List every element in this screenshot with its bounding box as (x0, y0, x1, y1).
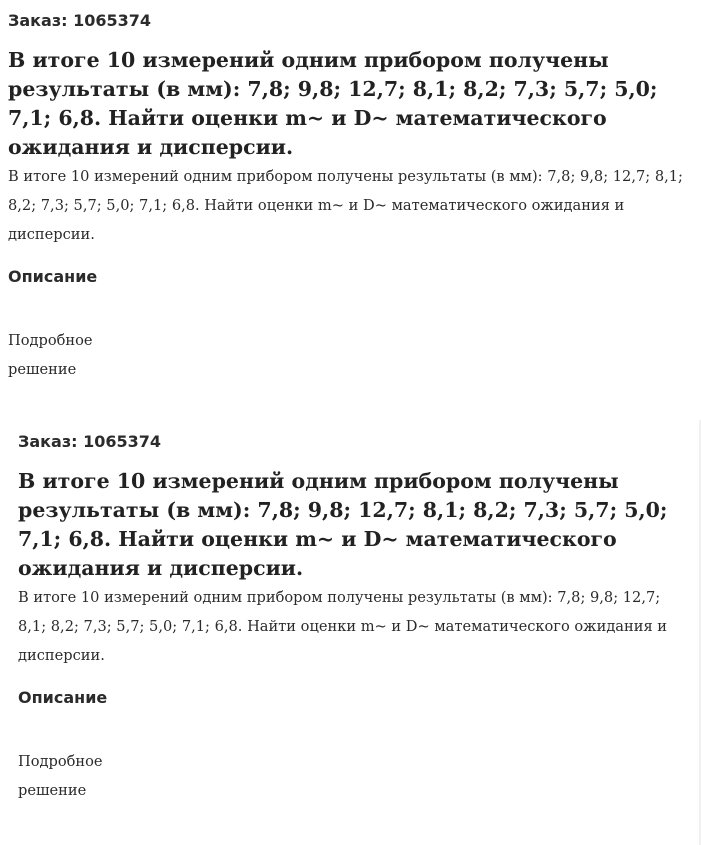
detailed-solution-text: Подробное решение (18, 753, 103, 799)
order-number: Заказ: 1065374 (8, 11, 152, 30)
problem-text: В итоге 10 измерений одним прибором получены результаты (в мм): 7,8; 9,8; 12,7; 8,1; 8,2; 7,3; 5,7; 5,0; 7,1; 6,8. Найти оценки m~ и D~ математического ожидания и дисперсии. (8, 168, 683, 243)
detailed-solution-text: Подробное решение (8, 332, 93, 378)
description-heading: Описание (8, 267, 98, 286)
problem-title: В итоге 10 измерений одним прибором получены результаты (в мм): 7,8; 9,8; 12,7; 8,1; 8,2; 7,3; 5,7; 5,0; 7,1; 6,8. Найти оценки m~ и D~ математического ожидания и дисперсии. (18, 469, 668, 580)
description-heading: Описание (18, 688, 108, 707)
order-number: Заказ: 1065374 (18, 432, 162, 451)
order-card (0, 0, 701, 384)
order-card (0, 420, 701, 845)
problem-text: В итоге 10 измерений одним прибором получены результаты (в мм): 7,8; 9,8; 12,7; 8,1; 8,2; 7,3; 5,7; 5,0; 7,1; 6,8. Найти оценки m~ и D~ математического ожидания и дисперсии. (18, 589, 668, 664)
problem-title: В итоге 10 измерений одним прибором получены результаты (в мм): 7,8; 9,8; 12,7; 8,1; 8,2; 7,3; 5,7; 5,0; 7,1; 6,8. Найти оценки m~ и D~ математического ожидания и дисперсии. (8, 48, 658, 159)
